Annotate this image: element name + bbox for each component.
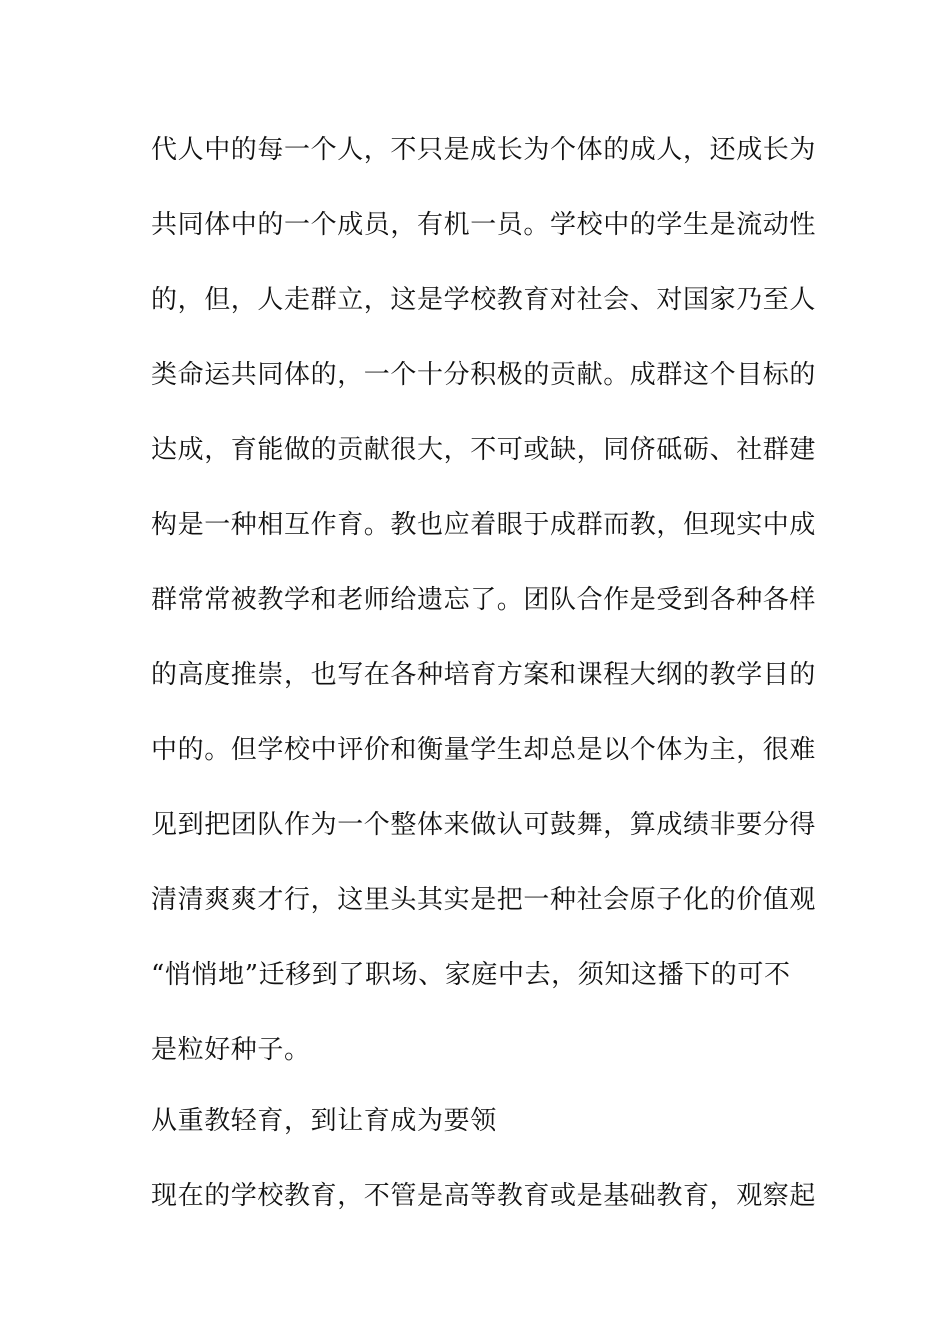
paragraph-line: 见到把团队作为一个整体来做认可鼓舞，算成绩非要分得 bbox=[151, 810, 817, 840]
paragraph-line: 代人中的每一个人，不只是成长为个体的成人，还成长为 bbox=[151, 135, 817, 165]
paragraph-line: 中的。但学校中评价和衡量学生却总是以个体为主，很难 bbox=[151, 735, 817, 765]
paragraph-line: 达成，育能做的贡献很大，不可或缺，同侪砥砺、社群建 bbox=[151, 435, 817, 465]
paragraph-line: 的高度推崇，也写在各种培育方案和课程大纲的教学目的 bbox=[151, 660, 817, 690]
paragraph-line: 的，但，人走群立，这是学校教育对社会、对国家乃至人 bbox=[151, 285, 817, 315]
paragraph-line: 是粒好种子。 bbox=[151, 1035, 311, 1065]
paragraph-line: 现在的学校教育，不管是高等教育或是基础教育，观察起 bbox=[151, 1181, 817, 1211]
paragraph-line: 类命运共同体的，一个十分积极的贡献。成群这个目标的 bbox=[151, 360, 817, 390]
paragraph-line: 清清爽爽才行，这里头其实是把一种社会原子化的价值观 bbox=[151, 885, 817, 915]
paragraph-line: 构是一种相互作育。教也应着眼于成群而教，但现实中成 bbox=[151, 510, 817, 540]
paragraph-line: “悄悄地”迁移到了职场、家庭中去，须知这播下的可不 bbox=[151, 960, 791, 990]
section-heading: 从重教轻育，到让育成为要领 bbox=[151, 1106, 497, 1136]
paragraph-line: 群常常被教学和老师给遗忘了。团队合作是受到各种各样 bbox=[151, 585, 817, 615]
paragraph-line: 共同体中的一个成员，有机一员。学校中的学生是流动性 bbox=[151, 210, 817, 240]
